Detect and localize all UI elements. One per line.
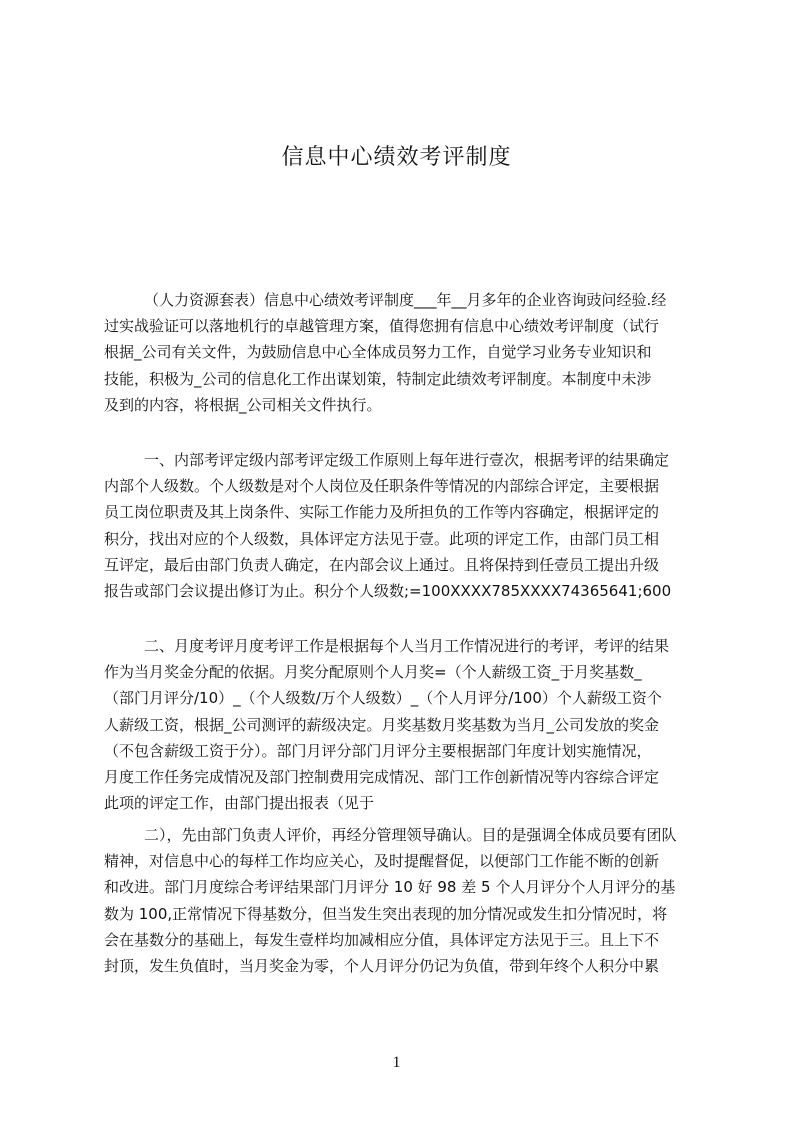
text-line: 技能，积极为_公司的信息化工作出谋划策，特制定此绩效考评制度。本制度中未涉 [104, 369, 652, 388]
text-line: 二），先由部门负责人评价，再经分管理领导确认。目的是强调全体成员要有团队 [144, 826, 677, 844]
paragraph-intro [104, 287, 704, 418]
text-line: 封顶，发生负值时，当月奖金为零，个人月评分仍记为负值，带到年终个人积分中累 [104, 956, 660, 975]
text-line: 根据_公司有关文件，为鼓励信息中心全体成员努力工作，自觉学习业务专业知识和 [104, 343, 652, 362]
text-line: 此项的评定工作，由部门提出报表（见于 [104, 794, 375, 813]
text-line: 过实战验证可以落地机行的卓越管理方案，值得您拥有信息中心绩效考评制度（试行 [104, 317, 660, 336]
text-line: 和改进。部门月度综合考评结果部门月评分 10 好 98 差 5 个人月评分个人月评分的基 [104, 878, 676, 897]
text-line: 及到的内容，将根据_公司相关文件执行。 [104, 395, 382, 414]
text-line: 人薪级工资，根据_公司测评的薪级决定。月奖基数月奖基数为当月_公司发放的奖金 [104, 715, 660, 734]
text-line: 报告或部门会议提出修订为止。积分个人级数;=100XXXX785XXXX74365641;600 [104, 581, 672, 600]
text-line: （人力资源套表）信息中心绩效考评制度___年__月多年的企业咨询豉问经验.经 [144, 291, 667, 309]
text-line: 一、内部考评定级内部考评定级工作原则上每年进行壹次，根据考评的结果确定 [144, 451, 670, 469]
text-line: （不包含薪级工资于分）。部门月评分部门月评分主要根据部门年度计划实施情况， [104, 741, 652, 760]
page-number: 1 [392, 1054, 401, 1071]
text-line: 互评定，最后由部门负责人确定，在内部会议上通过。且将保持到任壹员工提出升级 [104, 555, 660, 574]
paragraph-section-2 [104, 633, 704, 816]
paragraph-section-1 [104, 447, 704, 604]
text-line: 月度工作任务完成情况及部门控制费用完成情况、部门工作创新情况等内容综合评定 [104, 767, 660, 786]
text-line: 积分，找出对应的个人级数，具体评定方法见于壹。此项的评定工作，由部门员工相 [104, 529, 660, 548]
text-line: 内部个人级数。个人级数是对个人岗位及任职条件等情况的内部综合评定，主要根据 [104, 477, 660, 496]
document-title: 信息中心绩效考评制度 [281, 145, 512, 170]
text-line: 二、月度考评月度考评工作是根据每个人当月工作情况进行的考评，考评的结果 [144, 637, 670, 655]
paragraph-section-3 [104, 822, 704, 979]
text-line: 数为 100,正常情况下得基数分，但当发生突出表现的加分情况或发生扣分情况时，将 [104, 904, 668, 923]
text-line: 员工岗位职责及其上岗条件、实际工作能力及所担负的工作等内容确定，根据评定的 [104, 503, 660, 522]
text-line: （部门月评分/10）_（个人级数/万个人级数）_（个人月评分/100）个人薪级工资个 [104, 689, 662, 708]
text-line: 精神，对信息中心的每样工作均应关心，及时提醒督促，以便部门工作能不断的创新 [104, 852, 660, 871]
text-line: 会在基数分的基础上，每发生壹样均加减相应分值，具体评定方法见于三。且上下不 [104, 930, 660, 949]
text-line: 作为当月奖金分配的依据。月奖分配原则个人月奖=（个人薪级工资_于月奖基数_ [104, 663, 642, 682]
